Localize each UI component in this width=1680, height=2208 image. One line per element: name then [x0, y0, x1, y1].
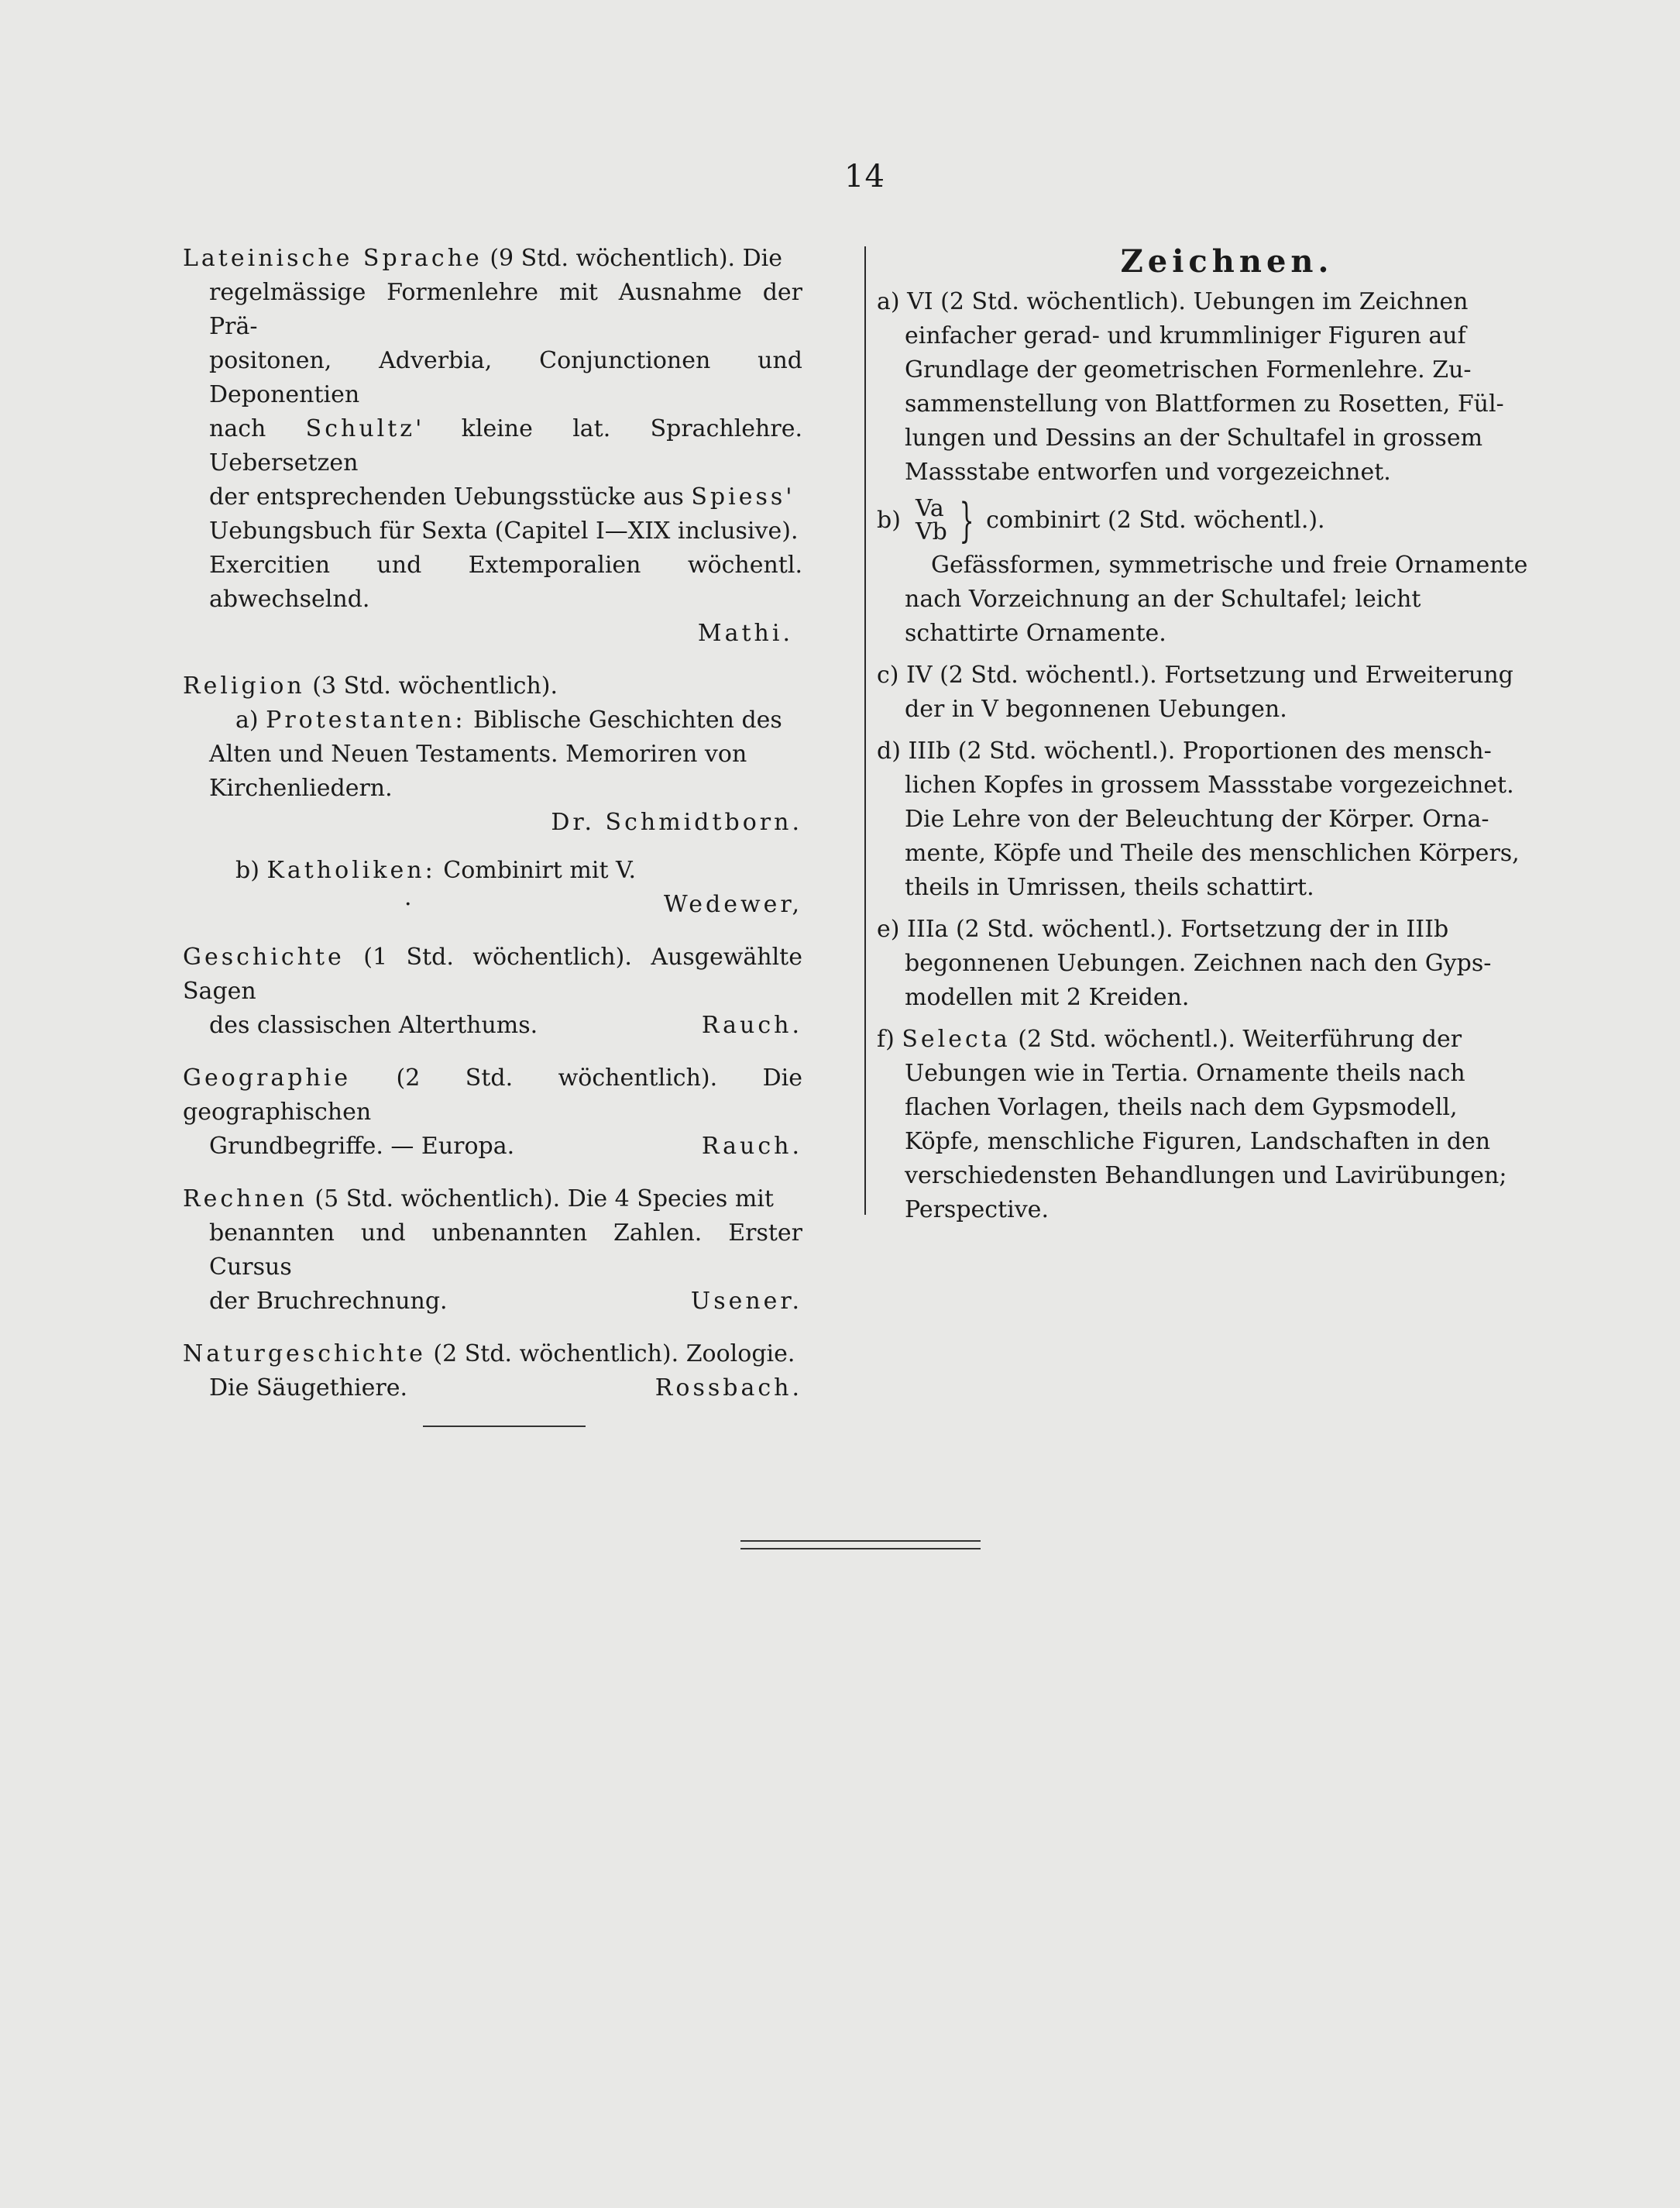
text-line: Kirchenliedern.	[209, 775, 393, 802]
class-brace-row	[877, 494, 1549, 548]
text-line: Perspective.	[905, 1196, 1049, 1223]
text-line: Grundbegriffe. — Europa.	[209, 1133, 515, 1160]
latin-section	[183, 242, 802, 651]
text-line: Köpfe, menschliche Figuren, Landschaften in den	[905, 1128, 1491, 1155]
arithmetic-section	[183, 1182, 802, 1319]
text-line: combinirt (2 Std. wöchentl.).	[986, 507, 1325, 534]
end-double-rule	[740, 1540, 981, 1549]
teacher-name: Usener.	[690, 1288, 802, 1315]
text-line: c) IV (2 Std. wöchentl.). Fortsetzung und Erweiterung	[877, 662, 1513, 689]
text-line: flachen Vorlagen, theils nach dem Gypsmodell,	[905, 1094, 1458, 1121]
text-line: a) VI (2 Std. wöchentlich). Uebungen im Zeichnen	[877, 288, 1469, 315]
subject-natural-history: Naturgeschichte	[183, 1340, 426, 1367]
text-line: (2 Std. wöchentlich). Zoologie.	[425, 1340, 795, 1367]
text-line: Massstabe entworfen und vorgezeichnet.	[905, 459, 1391, 486]
text-line: nach	[209, 415, 306, 442]
group-protestants: Protestanten:	[266, 707, 466, 734]
natural-history-section	[183, 1337, 802, 1427]
text-line: ' kleine lat. Sprachlehre. Uebersetzen	[209, 415, 802, 476]
text-line: (5 Std. wöchentlich). Die 4 Species mit	[307, 1185, 774, 1212]
text-line: Uebungsbuch für Sexta (Capitel I—XIX inclusive).	[209, 518, 799, 545]
text-line: Die Säugethiere.	[209, 1374, 408, 1401]
drawing-item-b	[877, 494, 1549, 651]
text-line: modellen mit 2 Kreiden.	[905, 984, 1190, 1011]
right-column	[877, 242, 1549, 1227]
text-line: der in V begonnenen Uebungen.	[905, 696, 1287, 723]
brace-mark: }	[959, 494, 974, 548]
dot-mark: ·	[404, 891, 412, 918]
drawing-item-d	[877, 734, 1549, 905]
text-line: Biblische Geschichten des	[466, 707, 782, 734]
class-vb: Vb	[916, 518, 947, 545]
author-spiess: Spiess'	[691, 483, 795, 511]
drawing-item-e	[877, 913, 1549, 1015]
text-line: Gefässformen, symmetrische und freie Ornamente	[931, 552, 1528, 579]
religion-section	[183, 669, 802, 922]
page-number: 14	[844, 159, 885, 194]
author-schultz: Schultz	[305, 415, 416, 442]
class-stack	[916, 497, 947, 544]
teacher-name: Wedewer,	[663, 891, 802, 918]
text-line: theils in Umrissen, theils schattirt.	[905, 874, 1314, 901]
text-line: mente, Köpfe und Theile des menschlichen Körpers,	[905, 840, 1520, 867]
text-line: begonnenen Uebungen. Zeichnen nach den Gyps-	[905, 950, 1492, 977]
teacher-name: Rauch.	[701, 1012, 802, 1039]
text-line: Die Lehre von der Beleuchtung der Körper. Orna-	[905, 806, 1489, 833]
subject-geography: Geographie	[183, 1064, 352, 1092]
text-line: Combinirt mit V.	[435, 857, 636, 884]
teacher-name: Rauch.	[701, 1133, 802, 1160]
text-line: Alten und Neuen Testaments. Memoriren von	[209, 741, 747, 768]
subject-latin: Lateinische Sprache	[183, 245, 483, 272]
drawing-item-f	[877, 1023, 1549, 1227]
teacher-name: Dr. Schmidtborn.	[551, 809, 802, 836]
subject-arithmetic: Rechnen	[183, 1185, 307, 1212]
text-line: der entsprechenden Uebungsstücke aus	[209, 483, 692, 511]
left-column	[183, 242, 802, 1446]
text-line: regelmässige Formenlehre mit Ausnahme der Prä-	[209, 279, 802, 340]
drawing-item-a	[877, 285, 1549, 490]
text-line: Grundlage der geometrischen Formenlehre. Zu-	[905, 356, 1472, 383]
text-line: einfacher gerad- und krummliniger Figuren auf	[905, 322, 1466, 349]
text-line: schattirte Ornamente.	[905, 620, 1166, 647]
text-line: d) IIIb (2 Std. wöchentl.). Proportionen des mensch-	[877, 738, 1492, 765]
text-line: der Bruchrechnung.	[209, 1288, 448, 1315]
text-line: benannten und unbenannten Zahlen. Erster Cursus	[209, 1219, 802, 1281]
text-line: lungen und Dessins an der Schultafel in grossem	[905, 425, 1483, 452]
text-line: nach Vorzeichnung an der Schultafel; leicht	[905, 586, 1421, 613]
item-label: a)	[235, 707, 266, 734]
text-line: sammenstellung von Blattformen zu Rosetten, Fül-	[905, 390, 1504, 418]
item-label: f)	[877, 1026, 902, 1053]
teacher-name: Mathi.	[697, 620, 793, 647]
text-line: (1 Std. wöchentlich). Ausgewählte Sagen	[183, 944, 802, 1005]
teacher-name: Rossbach.	[654, 1374, 802, 1401]
text-line: e) IIIa (2 Std. wöchentl.). Fortsetzung der in IIIb	[877, 916, 1449, 943]
text-line: positonen, Adverbia, Conjunctionen und Deponentien	[209, 347, 802, 408]
text-line: (3 Std. wöchentlich).	[304, 672, 558, 700]
item-label: b)	[877, 507, 901, 534]
text-line: (9 Std. wöchentlich). Die	[482, 245, 783, 272]
text-line: des classischen Alterthums.	[209, 1012, 538, 1039]
class-va: Va	[916, 495, 944, 522]
geography-section	[183, 1061, 802, 1164]
text-line: Uebungen wie in Tertia. Ornamente theils nach	[905, 1060, 1465, 1087]
group-catholics: Katholiken:	[266, 857, 436, 884]
section-rule	[423, 1426, 586, 1427]
subject-history: Geschichte	[183, 944, 345, 971]
subject-selecta: Selecta	[902, 1026, 1011, 1053]
column-divider	[864, 246, 866, 1215]
text-line: (2 Std. wöchentl.). Weiterführung der	[1010, 1026, 1462, 1053]
subject-religion: Religion	[183, 672, 305, 700]
drawing-item-c	[877, 659, 1549, 727]
text-line: Exercitien und Extemporalien wöchentl. abwechselnd.	[209, 552, 802, 613]
text-line: lichen Kopfes in grossem Massstabe vorgezeichnet.	[905, 772, 1514, 799]
text-line: (2 Std. wöchentlich). Die geographischen	[183, 1064, 802, 1126]
history-section	[183, 941, 802, 1043]
item-label: b)	[235, 857, 267, 884]
text-line: verschiedensten Behandlungen und Lavirübungen;	[905, 1162, 1507, 1189]
section-heading: Zeichnen.	[1120, 243, 1334, 280]
